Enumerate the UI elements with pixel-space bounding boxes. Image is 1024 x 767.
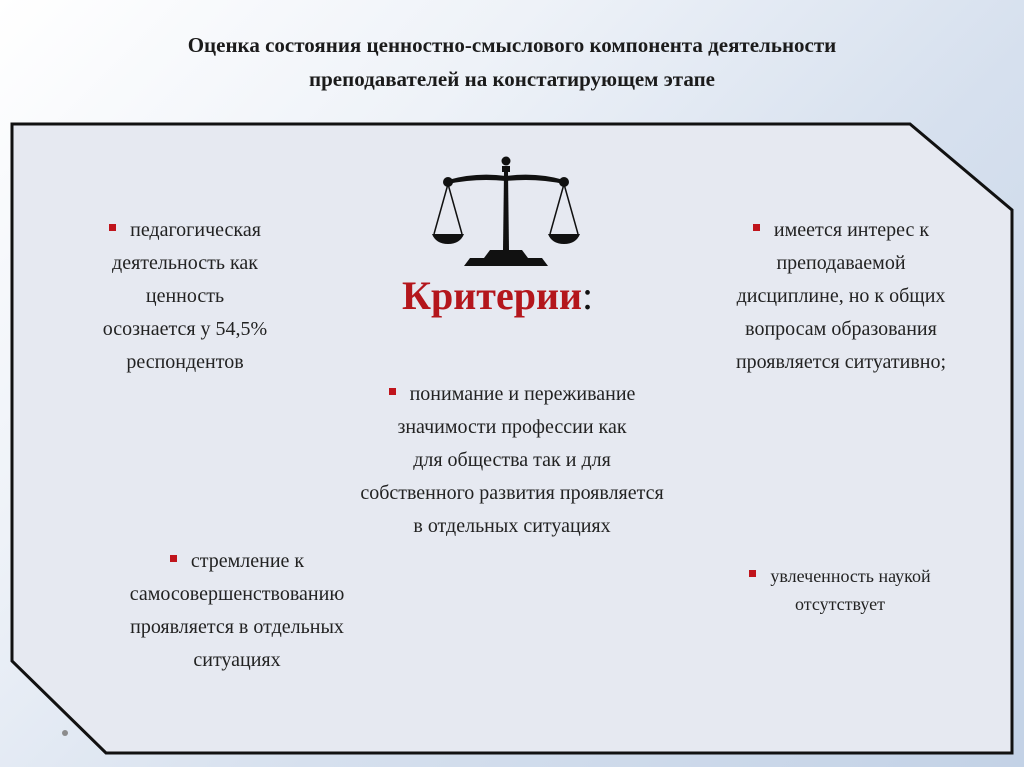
criteria-heading: [402, 272, 593, 319]
criterion-line: вопросам образования: [745, 318, 937, 340]
criterion-line: увлеченность наукой: [770, 566, 931, 586]
criterion-line: дисциплине, но к общих: [736, 285, 946, 307]
criterion-line: для общества так и для: [413, 449, 611, 471]
left-top-criterion: [40, 214, 330, 379]
bullet-icon: [389, 388, 396, 395]
criterion-line: ситуациях: [193, 649, 281, 671]
criterion-line: ценность: [145, 285, 225, 307]
title-line-1: Оценка состояния ценностно-смыслового компонента деятельности: [187, 33, 837, 57]
criterion-line: отсутствует: [794, 594, 886, 614]
right-bottom-criterion: [690, 562, 990, 618]
criterion-line: имеется интерес к: [773, 219, 930, 241]
criterion-line: осознается у 54,5%: [102, 318, 268, 340]
criterion-line: деятельность как: [112, 252, 258, 274]
criterion-line: собственного развития проявляется: [360, 482, 664, 504]
bullet-icon: [749, 570, 756, 577]
criterion-line: значимости профессии как: [397, 416, 627, 438]
center-criterion: [282, 378, 742, 543]
bullet-icon: [753, 224, 760, 231]
criterion-line: респондентов: [126, 351, 244, 373]
criterion-line: проявляется ситуативно;: [735, 351, 947, 373]
criterion-line: педагогическая: [130, 219, 261, 241]
decorative-dot: [62, 730, 68, 736]
criterion-line: понимание и переживание: [409, 383, 636, 405]
criterion-line: преподаваемой: [776, 252, 906, 274]
criterion-line: в отдельных ситуациях: [413, 515, 611, 537]
criteria-colon: :: [582, 273, 594, 318]
right-top-criterion: [676, 214, 1006, 379]
criterion-line: стремление к: [190, 550, 305, 572]
criteria-label: Критерии: [402, 273, 583, 318]
bullet-icon: [109, 224, 116, 231]
bullet-icon: [170, 555, 177, 562]
left-bottom-criterion: [72, 545, 402, 677]
title-line-2: преподавателей на констатирующем этапе: [309, 67, 715, 91]
scales-of-justice-icon: [430, 154, 582, 270]
criterion-line: самосовершенствованию: [129, 583, 345, 605]
criterion-line: проявляется в отдельных: [130, 616, 344, 638]
